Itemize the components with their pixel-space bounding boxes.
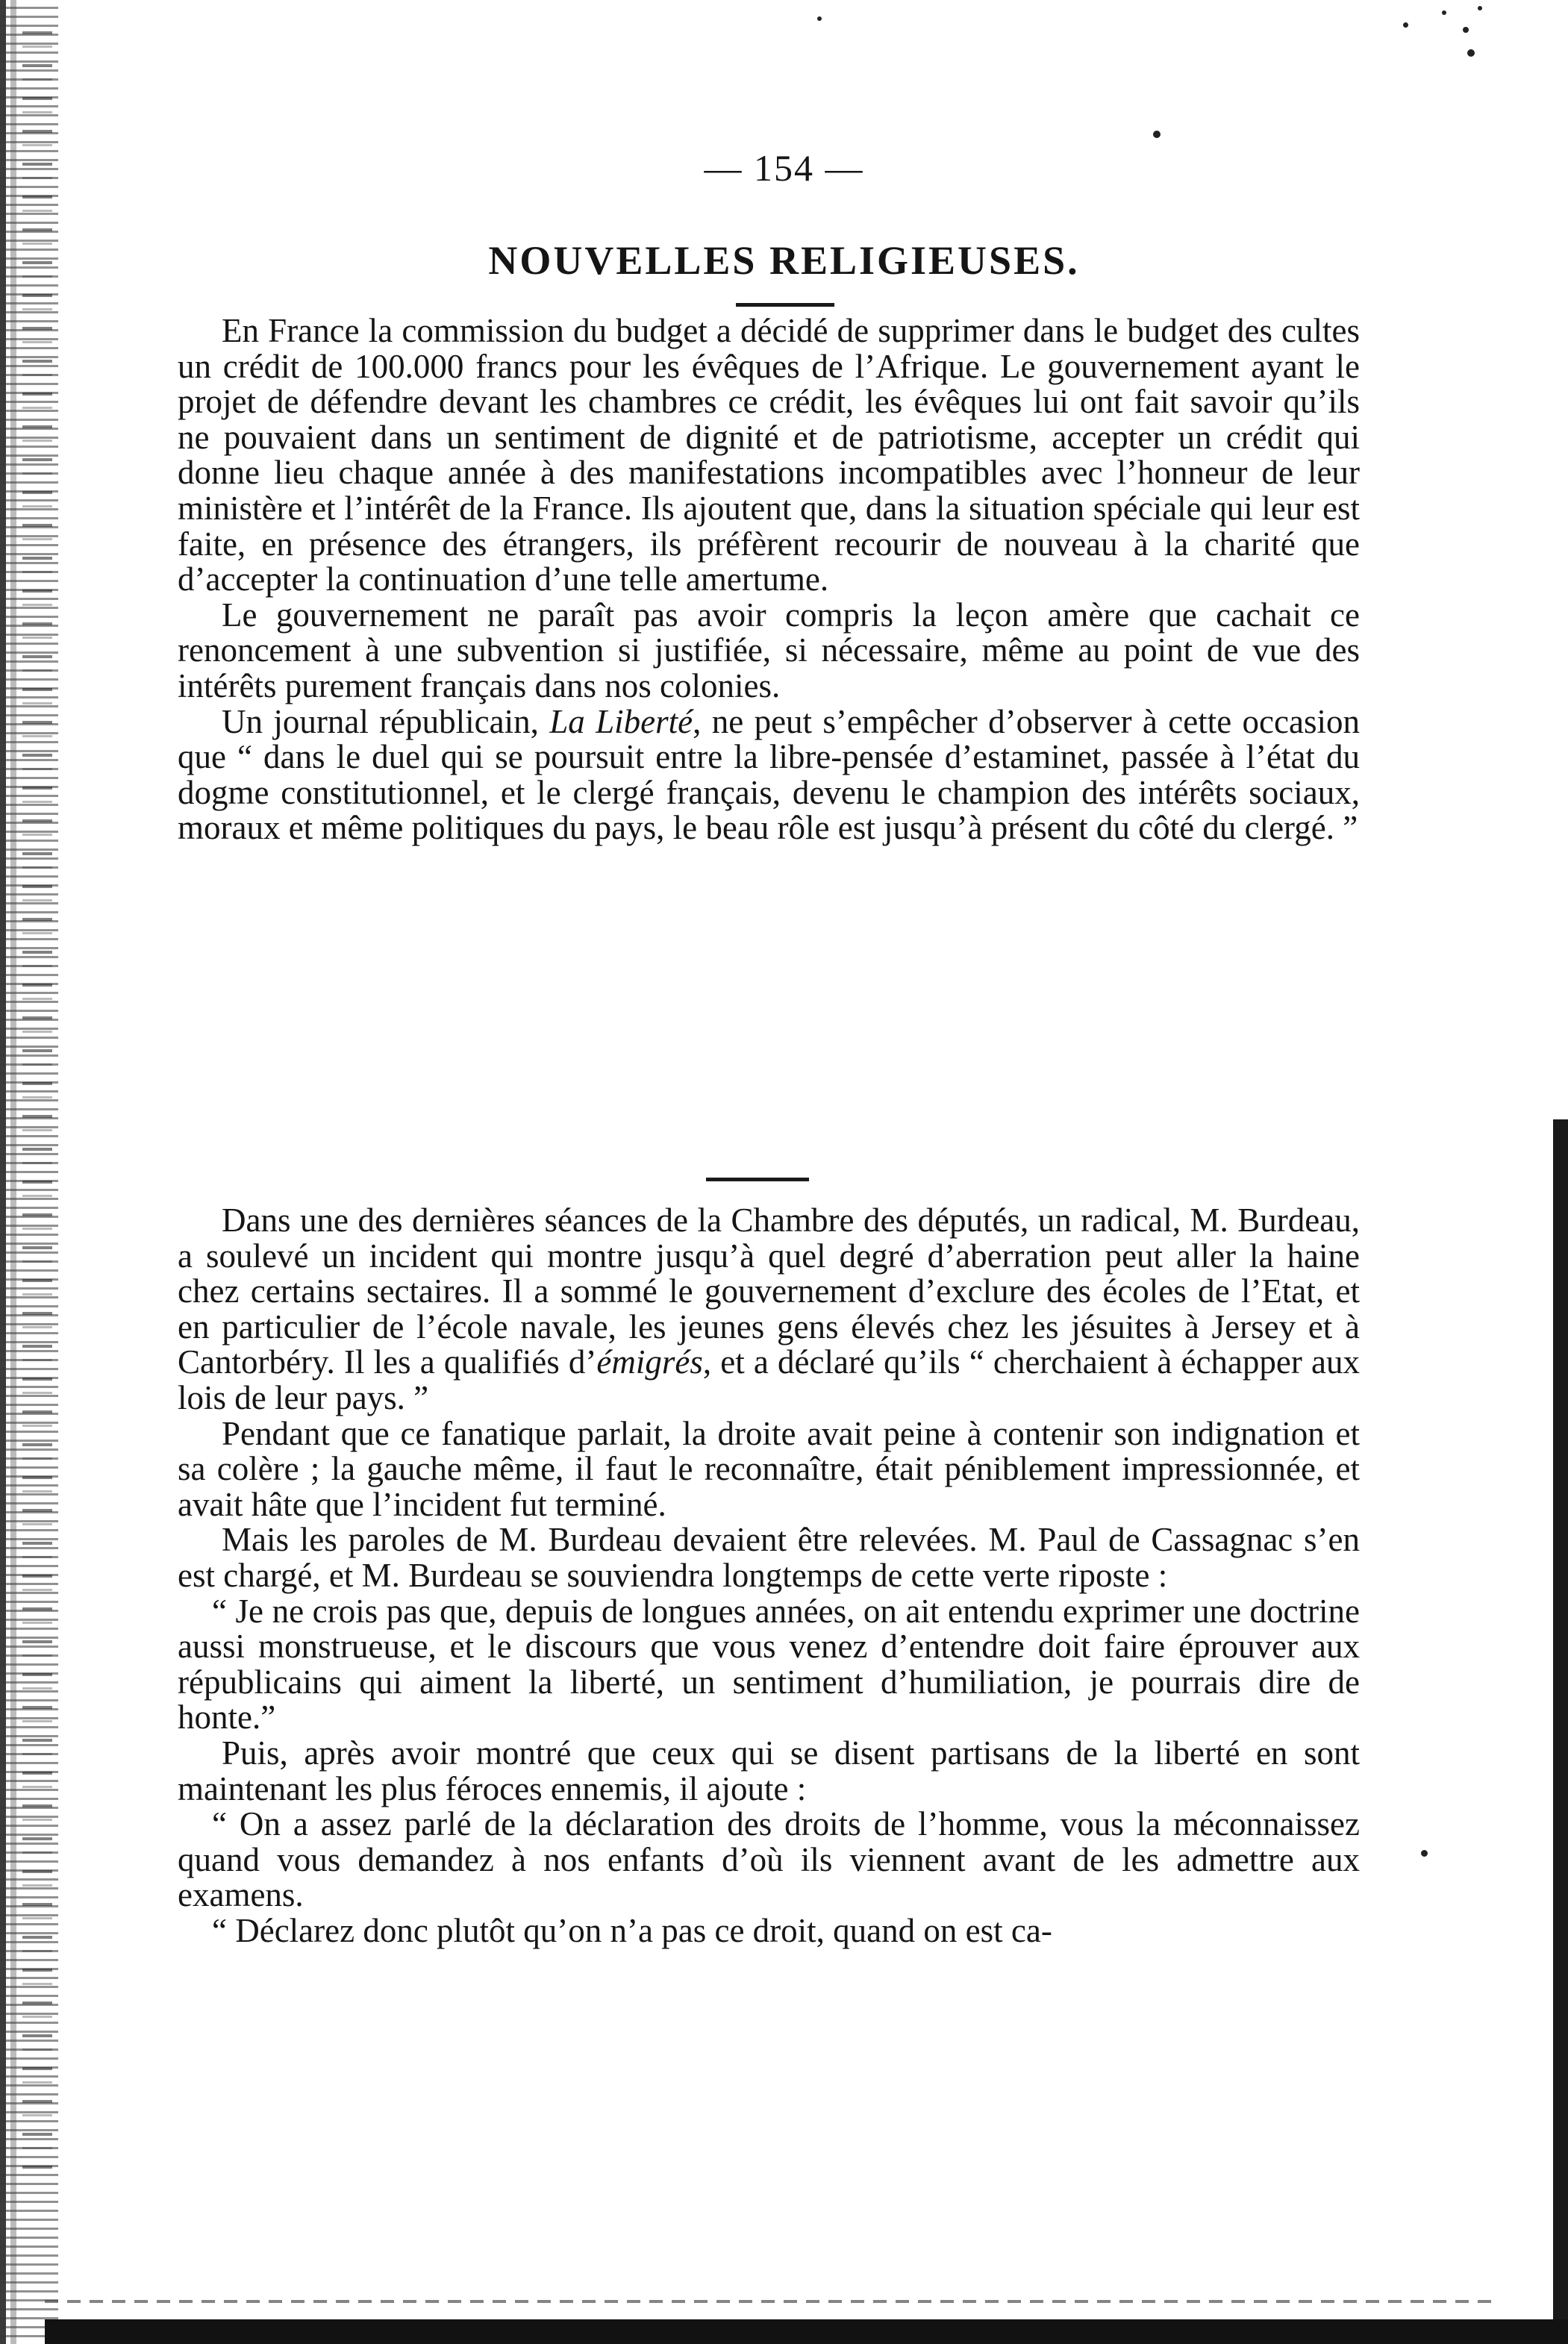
- paragraph: En France la commission du budget a décidé de supprimer dans le budget des cultes un crédit de 100.000 francs pour les évêques de l’Afrique. Le gouvernement ayant le projet de défendre devant les chambres ce crédit, les évêques lui ont fait savoir qu’ils ne pouvaient dans un sentiment de dignité et de patriotisme, accepter un crédit qui donne lieu chaque année à des manifestations incompatibles avec l’honneur de leur ministère et l’intérêt de la France. Ils ajoutent que, dans la situation spéciale qui leur est faite, en présence des étrangers, ils préfèrent recourir de nouveau à la charité que d’accepter la continuation d’une telle amertume.: [178, 312, 1360, 598]
- paragraph: [178, 1203, 1360, 1416]
- scan-speck: [817, 16, 822, 21]
- quotation: “ Je ne crois pas que, depuis de longues années, on ait entendu exprimer une doctrine aussi monstrueuse, et le discours que vous venez d’entendre doit faire éprouver aux républicains qui aiment la liberté, un sentiment d’humiliation, je pourrais dire de honte.”: [178, 1592, 1360, 1737]
- scan-speck: [1463, 27, 1469, 33]
- page-number: — 154 —: [704, 147, 864, 189]
- emphasized-term: émigrés: [596, 1343, 703, 1381]
- scan-speck: [1478, 6, 1482, 10]
- paragraph-text: Un journal républicain,: [222, 702, 550, 740]
- scan-speck: [1153, 131, 1161, 138]
- paragraph-text: Dans une des dernières séances de la Chambre des députés, un radical, M. Burdeau, a soulevé un incident qui montre jusqu’à quel degré d’aberration peut aller la haine chez certains sectaires. Il a sommé le gouvernement d’exclure des écoles de l’Etat, et en particulier de l’école navale, les jeunes gens élevés chez les jésuites à Jersey et à Cantorbéry. Il les a qualifiés d’: [178, 1201, 1360, 1381]
- right-scan-edge: [1546, 1119, 1568, 2344]
- section-title: NOUVELLES RELIGIEUSES.: [488, 238, 1080, 283]
- section-separator-rule: [706, 1178, 809, 1181]
- quotation: “ Déclarez donc plutôt qu’on n’a pas ce droit, quand on est ca-: [212, 1911, 1052, 1949]
- scan-speck: [1403, 22, 1408, 28]
- bottom-dash-marks: [45, 2300, 1493, 2303]
- paragraph-text: , ne peut s’empêcher d’observer à cette occasion que “ dans le duel qui se poursuit entre la libre-pensée d’estaminet, passée à l’état du dogme constitutionnel, et le clergé français, devenu le champion des intérêts sociaux, moraux et même politiques du pays, le beau rôle est jusqu’à présent du côté du clergé. ”: [178, 702, 1360, 847]
- paragraph: Pendant que ce fanatique parlait, la droite avait peine à contenir son indignation et sa colère ; la gauche même, il faut le reconnaître, était péniblement impressionnée, et avait hâte que l’incident fut terminé.: [178, 1414, 1360, 1523]
- paragraph: Le gouvernement ne paraît pas avoir compris la leçon amère que cachait ce renoncement à une subvention si justifiée, si nécessaire, même au point de vue des intérêts purement français dans nos colonies.: [178, 596, 1360, 704]
- title-rule: [736, 303, 834, 307]
- paragraph: Puis, après avoir montré que ceux qui se disent partisans de la liberté en sont maintenant les plus féroces ennemis, il ajoute :: [178, 1734, 1360, 1807]
- scan-speck: [1442, 10, 1446, 15]
- scan-speck: [1467, 49, 1475, 57]
- section-2-text: [178, 1203, 1360, 1948]
- paragraph: [178, 704, 1360, 846]
- quotation: “ On a assez parlé de la déclaration des droits de l’homme, vous la méconnaissez quand vous demandez à nos enfants d’où ils viennent avant de les admettre aux examens.: [178, 1805, 1360, 1914]
- newspaper-title: La Liberté: [549, 702, 693, 740]
- section-1-text: [178, 313, 1360, 846]
- paragraph-text: , et a déclaré qu’ils “ cherchaient à échapper aux lois de leur pays. ”: [178, 1343, 1360, 1416]
- paragraph: Mais les paroles de M. Burdeau devaient être relevées. M. Paul de Cassagnac s’en est chargé, et M. Burdeau se souviendra longtemps de cette verte riposte :: [178, 1521, 1360, 1594]
- scan-speck: [1421, 1850, 1428, 1857]
- bottom-scan-edge: [45, 2319, 1568, 2344]
- binding-marks: [22, 15, 52, 2179]
